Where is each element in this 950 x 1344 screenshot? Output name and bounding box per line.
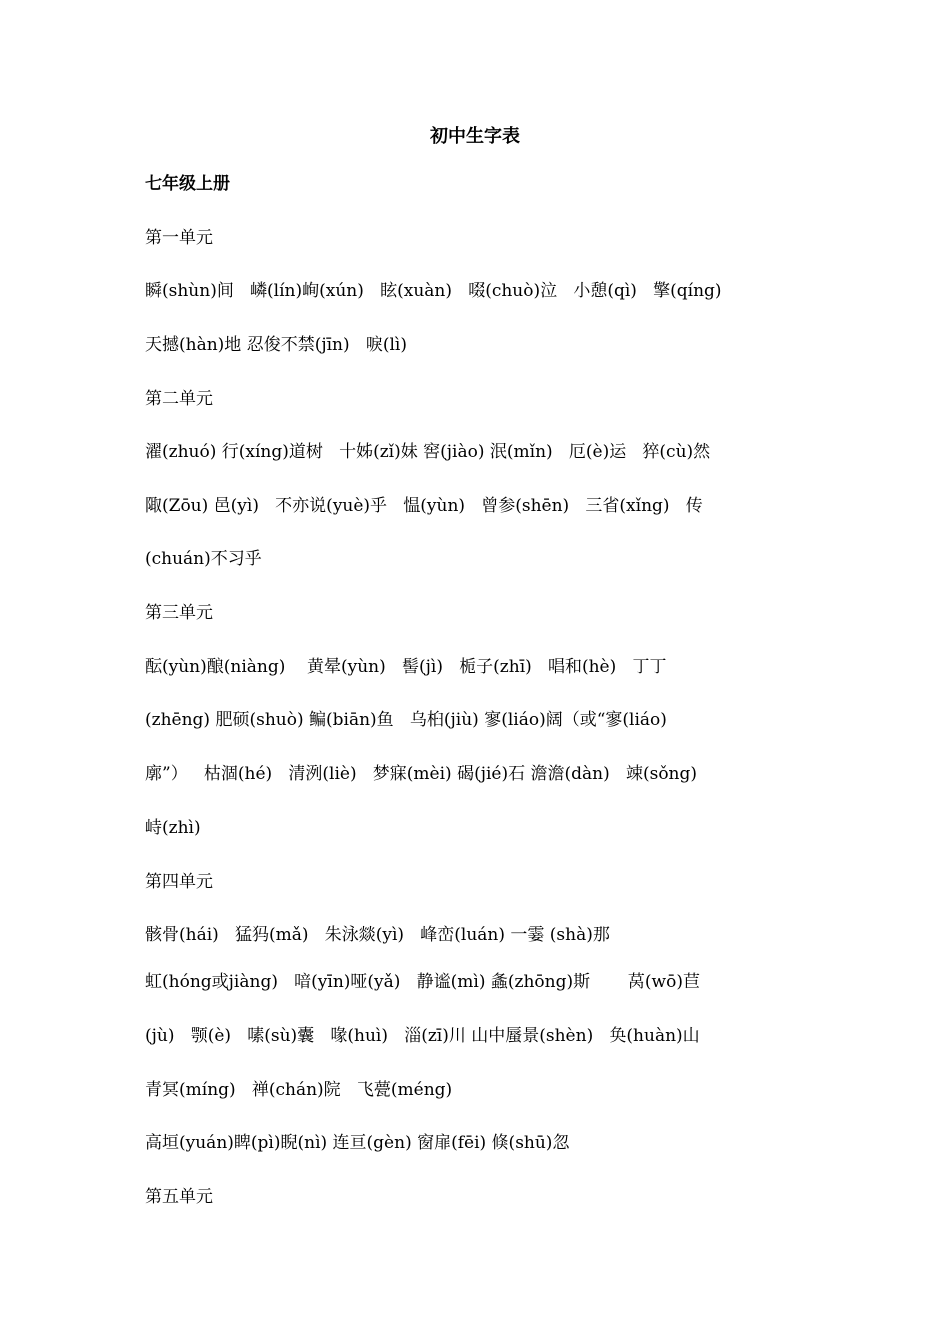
text-line: (zhēng) 肥硕(shuò) 鳊(biān)鱼 乌桕(jiù) 寥(liáo)阔（或“寥(liáo) (145, 710, 667, 730)
text-line: 瞬(shùn)间 嶙(lín)峋(xún) 眩(xuàn) 啜(chuò)泣 小憩(qì) 擎(qíng) (145, 281, 722, 301)
text-line: (chuán)不习乎 (145, 549, 262, 569)
unit-heading-2: 第二单元 (145, 389, 213, 409)
text-line: 青冥(míng) 禅(chán)院 飞甍(méng) (145, 1080, 453, 1100)
text-line: 峙(zhì) (145, 818, 201, 838)
text-line: 高垣(yuán)睥(pì)睨(nì) 连亘(gèn) 窗扉(fēi) 倏(shū)忽 (145, 1133, 570, 1153)
text-line: 酝(yùn)酿(niàng) 黄晕(yùn) 髻(jì) 栀子(zhī) 唱和(hè) 丁丁 (145, 657, 667, 677)
text-line: 濯(zhuó) 行(xíng)道树 十姊(zǐ)妹 窖(jiào) 泯(mǐn) 厄(è)运 猝(cù)然 (145, 442, 711, 462)
text-line: 虹(hóng或jiàng) 喑(yīn)哑(yǎ) 静谧(mì) 螽(zhōng)斯 莴(wō)苣 (145, 972, 700, 992)
text-line: 骸骨(hái) 猛犸(mǎ) 朱泳燚(yì) 峰峦(luán) 一霎 (shà)那 (145, 925, 610, 945)
text-line: (jù) 颚(è) 嗉(sù)囊 喙(huì) 淄(zī)川 山中蜃景(shèn) 奂(huàn)山 (145, 1026, 700, 1046)
unit-heading-4: 第四单元 (145, 872, 213, 892)
grade-heading: 七年级上册 (145, 174, 230, 194)
unit-heading-1: 第一单元 (145, 228, 213, 248)
text-line: 天撼(hàn)地 忍俊不禁(jīn) 唳(lì) (145, 335, 407, 355)
text-line: 廓”） 枯涸(hé) 清洌(liè) 梦寐(mèi) 碣(jié)石 澹澹(dàn) 竦(sǒng) (145, 764, 698, 784)
unit-heading-3: 第三单元 (145, 603, 213, 623)
unit-heading-5: 第五单元 (145, 1187, 213, 1207)
text-line: 陬(Zōu) 邑(yì) 不亦说(yuè)乎 愠(yùn) 曾参(shēn) 三省(xǐng) 传 (145, 496, 703, 516)
page-title: 初中生字表 (430, 126, 520, 147)
